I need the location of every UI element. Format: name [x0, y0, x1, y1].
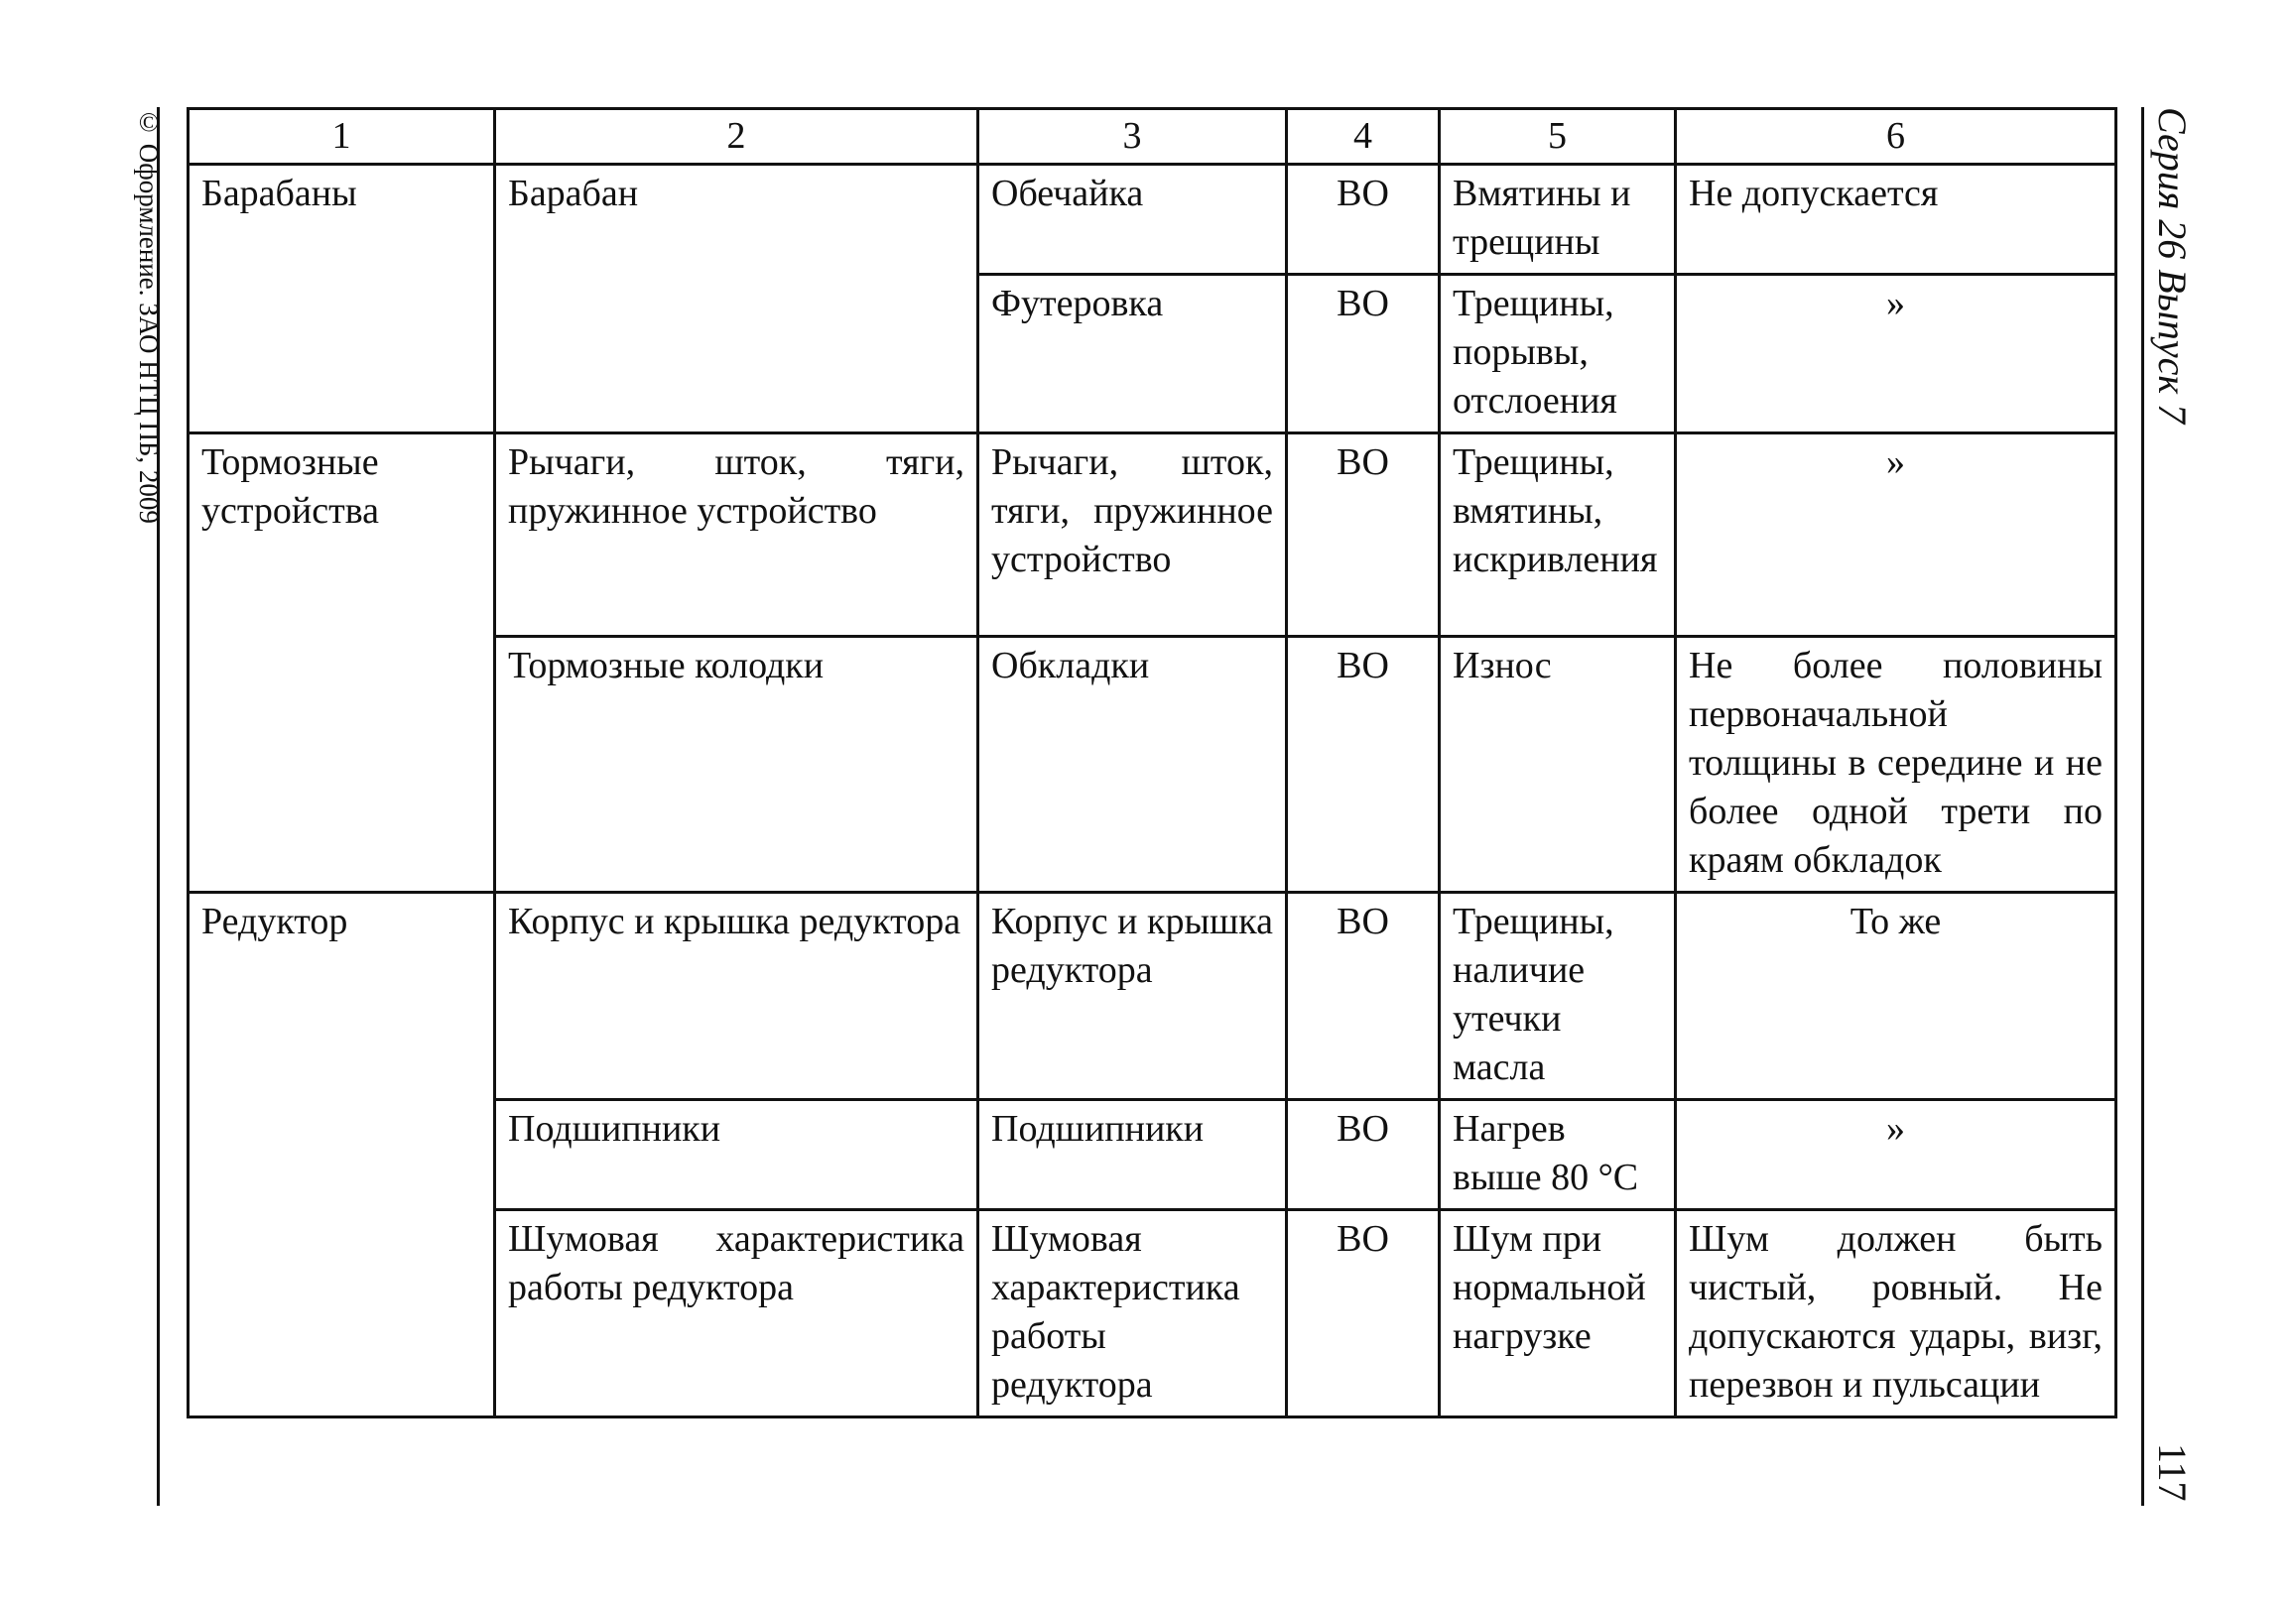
method-cell: ВО — [1287, 893, 1440, 1100]
defect-cell: Трещины, порывы, отслоения — [1440, 275, 1676, 433]
criteria-cell: Шум должен быть чистый, ровный. Не допускаются удары, визг, перезвон и пульсации — [1676, 1210, 2116, 1417]
method-cell: ВО — [1287, 1210, 1440, 1417]
component-cell: Рычаги, шток, тяги, пружинное устройство — [495, 433, 978, 637]
table-row — [189, 893, 2116, 1100]
copyright-note: © Оформление. ЗАО НТЦ ПБ, 2009 — [134, 107, 164, 524]
equipment-cell: Барабаны — [189, 165, 495, 433]
element-cell: Рычаги, шток, тяги, пружинное устройство — [978, 433, 1287, 637]
criteria-cell: Не допускается — [1676, 165, 2116, 275]
method-cell: ВО — [1287, 637, 1440, 893]
method-cell: ВО — [1287, 433, 1440, 637]
header-cell: 2 — [495, 109, 978, 165]
component-cell: Шумовая характеристика работы редуктора — [495, 1210, 978, 1417]
table-row — [189, 165, 2116, 275]
equipment-cell: Редуктор — [189, 893, 495, 1417]
element-cell: Подшипники — [978, 1100, 1287, 1210]
defect-cell: Трещины, наличие утечки масла — [1440, 893, 1676, 1100]
defect-cell: Трещины, вмятины, искривления — [1440, 433, 1676, 637]
defect-cell: Нагрев выше 80 °С — [1440, 1100, 1676, 1210]
criteria-cell: Не более половины первоначальной толщины в середине и не более одной трети по краям обкладок — [1676, 637, 2116, 893]
component-cell: Корпус и крышка редуктора — [495, 893, 978, 1100]
table-row — [189, 433, 2116, 637]
element-cell: Шумовая характеристика работы редуктора — [978, 1210, 1287, 1417]
element-cell: Корпус и крышка редуктора — [978, 893, 1287, 1100]
method-cell: ВО — [1287, 165, 1440, 275]
criteria-cell: » — [1676, 433, 2116, 637]
element-cell: Обечайка — [978, 165, 1287, 275]
page-number: 117 — [2150, 1443, 2195, 1502]
component-cell: Тормозные колодки — [495, 637, 978, 893]
header-cell: 4 — [1287, 109, 1440, 165]
right-margin-rule — [2141, 107, 2144, 1506]
header-cell: 1 — [189, 109, 495, 165]
component-cell: Барабан — [495, 165, 978, 433]
method-cell: ВО — [1287, 275, 1440, 433]
header-cell: 6 — [1676, 109, 2116, 165]
inspection-table — [187, 107, 2117, 1418]
criteria-cell: То же — [1676, 893, 2116, 1100]
header-cell: 3 — [978, 109, 1287, 165]
equipment-cell: Тормозные устройства — [189, 433, 495, 893]
defect-cell: Вмятины и трещины — [1440, 165, 1676, 275]
element-cell: Футеровка — [978, 275, 1287, 433]
element-cell: Обкладки — [978, 637, 1287, 893]
criteria-cell: » — [1676, 1100, 2116, 1210]
table-header-row — [189, 109, 2116, 165]
component-cell: Подшипники — [495, 1100, 978, 1210]
method-cell: ВО — [1287, 1100, 1440, 1210]
header-cell: 5 — [1440, 109, 1676, 165]
series-title: Серия 26 Выпуск 7 — [2150, 107, 2195, 425]
defect-cell: Шум при нормальной нагрузке — [1440, 1210, 1676, 1417]
criteria-cell: » — [1676, 275, 2116, 433]
defect-cell: Износ — [1440, 637, 1676, 893]
